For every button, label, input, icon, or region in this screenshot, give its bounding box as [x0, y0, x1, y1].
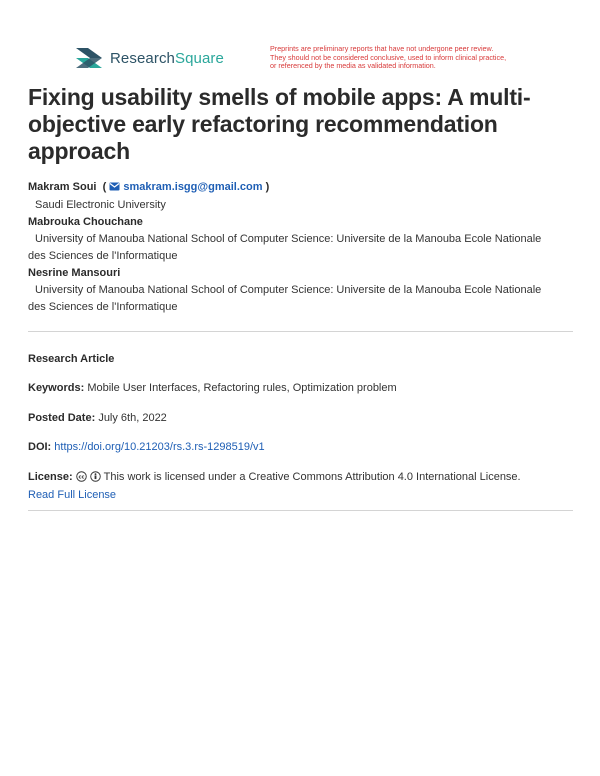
- keywords-value: Mobile User Interfaces, Refactoring rules, Optimization problem: [87, 382, 397, 394]
- posted-date-row: [28, 410, 573, 426]
- preprint-notice: [270, 45, 560, 71]
- email-open-paren: (: [99, 181, 107, 193]
- research-square-logo-icon: [74, 46, 104, 70]
- research-square-logo[interactable]: [74, 46, 224, 70]
- posted-date-label: Posted Date:: [28, 412, 96, 424]
- email-close-paren: ): [265, 181, 270, 193]
- author-name: Nesrine Mansouri: [28, 267, 121, 279]
- envelope-icon: [109, 180, 120, 197]
- attribution-icon: [90, 471, 101, 487]
- read-full-license-link[interactable]: Read Full License: [28, 489, 117, 501]
- license-label: License:: [28, 471, 73, 483]
- divider: [28, 510, 573, 511]
- license-row: [28, 469, 573, 503]
- keywords-label: Keywords:: [28, 382, 85, 394]
- notice-line: or referenced by the media as validated information.: [270, 61, 436, 71]
- author-email-link[interactable]: smakram.isgg@gmail.com: [123, 181, 263, 193]
- cc-icon: [76, 471, 87, 487]
- notice-line: Preprints are preliminary reports that have not undergone peer review.: [270, 44, 494, 53]
- doi-label: DOI:: [28, 441, 52, 453]
- license-text: This work is licensed under a Creative Commons Attribution 4.0 International License.: [103, 471, 521, 483]
- doi-link[interactable]: https://doi.org/10.21203/rs.3.rs-1298519/v1: [54, 441, 265, 453]
- author-entry: [28, 179, 578, 197]
- author-affiliation: Saudi Electronic University: [35, 199, 166, 211]
- author-affiliation: University of Manouba National School of Computer Science: Universite de la Manouba Ecole Nationale: [35, 284, 542, 296]
- author-name: Mabrouka Chouchane: [28, 216, 143, 228]
- brand-name-main: Research: [110, 49, 175, 67]
- author-list: [28, 179, 578, 316]
- divider: [28, 331, 573, 332]
- author-name: Makram Soui: [28, 181, 97, 193]
- posted-date-value: July 6th, 2022: [98, 412, 167, 424]
- paper-title: Fixing usability smells of mobile apps: A multi-objective early refactoring recommendation approach: [28, 84, 531, 164]
- author-affiliation: des Sciences de l'Informatique: [28, 250, 178, 262]
- keywords-row: [28, 380, 573, 396]
- author-affiliation: des Sciences de l'Informatique: [28, 301, 178, 313]
- brand-name-accent: Square: [175, 49, 224, 67]
- article-type-label: Research Article: [28, 353, 115, 365]
- brand-name: [110, 50, 224, 67]
- doi-row: [28, 439, 573, 455]
- svg-text:cc: cc: [78, 474, 85, 481]
- article-type: [28, 351, 573, 367]
- author-affiliation: University of Manouba National School of Computer Science: Universite de la Manouba Ecole Nationale: [35, 233, 542, 245]
- notice-line: They should not be considered conclusive, used to inform clinical practice,: [270, 52, 507, 62]
